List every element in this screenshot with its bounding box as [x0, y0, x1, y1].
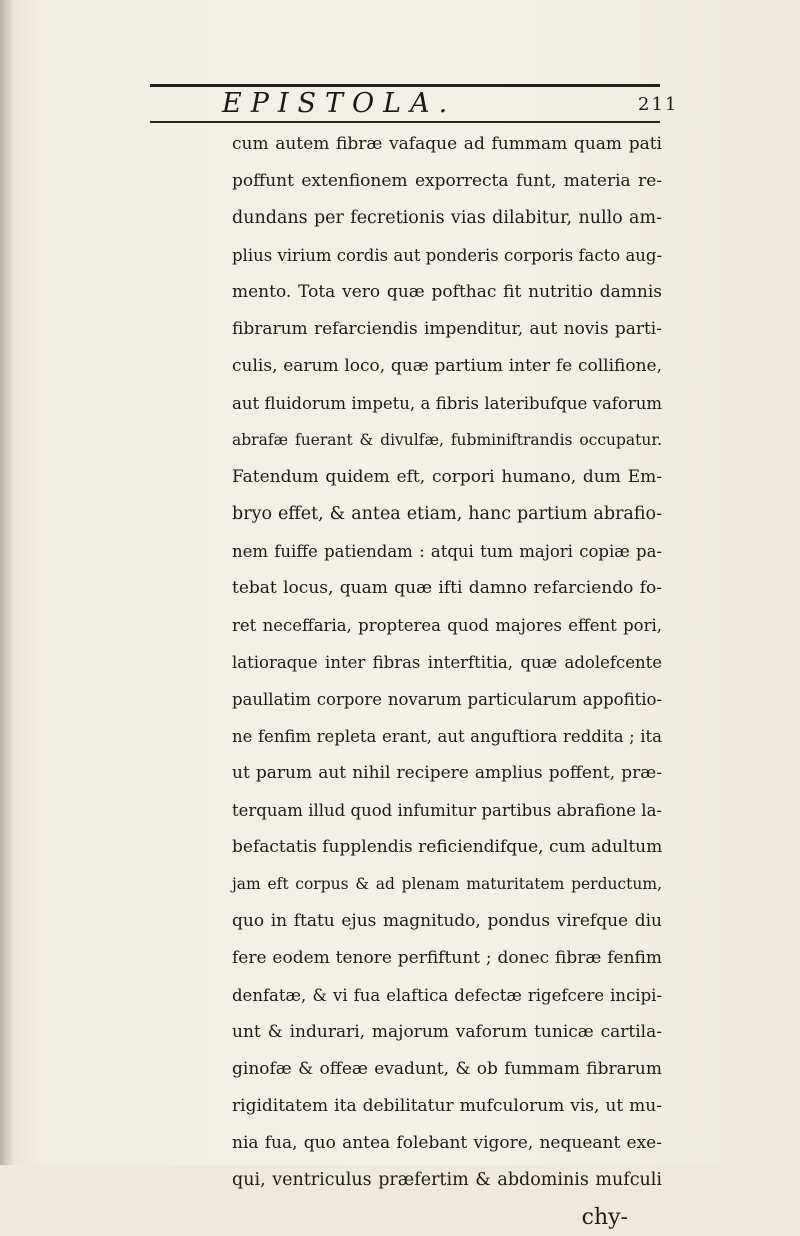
text-line: rigiditatem ita debilitatur mufculorum vis, ut mu- [232, 1096, 662, 1116]
text-line: bryo effet, & antea etiam, hanc partium abrafio- [232, 504, 662, 524]
text-line: dundans per fecretionis vias dilabitur, nullo am- [232, 208, 662, 228]
text-line: Fatendum quidem eft, corpori humano, dum Em- [232, 467, 662, 487]
text-line: aut fluidorum impetu, a fibris lateribufque vaforum [232, 394, 662, 413]
text-line: culis, earum loco, quæ partium inter fe collifione, [232, 356, 662, 376]
text-line: cum autem fibræ vafaque ad fummam quam pati [232, 134, 662, 154]
text-line: nem fuiffe patiendam : atqui tum majori copiæ pa- [232, 542, 662, 561]
text-line: denfatæ, & vi fua elaftica defectæ rigefcere incipi- [232, 986, 662, 1005]
text-line: nia fua, quo antea folebant vigore, nequeant exe- [232, 1133, 662, 1153]
text-line: latioraque inter fibras interftitia, quæ adolefcente [232, 653, 662, 672]
header-rule-top [150, 84, 660, 87]
text-line: ut parum aut nihil recipere amplius poffent, præ- [232, 763, 662, 783]
running-title: EPISTOLA. [222, 88, 457, 119]
text-line: terquam illud quod infumitur partibus abrafione la- [232, 801, 662, 820]
text-line: plius virium cordis aut ponderis corporis facto aug- [232, 246, 663, 265]
text-line: mento. Tota vero quæ pofthac fit nutritio damnis [232, 282, 662, 302]
text-line: paullatim corpore novarum particularum appofitio- [232, 690, 662, 709]
text-line: quo in ftatu ejus magnitudo, pondus virefque diu [232, 911, 662, 931]
text-line: fibrarum refarciendis impenditur, aut novis parti- [232, 319, 662, 339]
text-line: befactatis fupplendis reficiendifque, cum adultum [232, 837, 663, 857]
catchword: chy- [581, 1205, 628, 1230]
text-line: unt & indurari, majorum vaforum tunicæ cartila- [232, 1022, 662, 1042]
text-line: jam eft corpus & ad plenam maturitatem perductum, [232, 875, 662, 893]
body-text [232, 126, 662, 1236]
text-line: tebat locus, quam quæ ifti damno refarciendo fo- [232, 578, 662, 598]
header-rule-bottom [150, 121, 660, 123]
text-line: fere eodem tenore perfiftunt ; donec fibræ fenfim [232, 948, 662, 968]
text-line: poffunt extenfionem exporrecta funt, materia re- [232, 171, 662, 191]
text-line: abrafæ fuerant & divulfæ, fubminiftrandis occupatur. [232, 431, 662, 449]
text-line: qui, ventriculus præfertim & abdominis mufculi [232, 1170, 662, 1190]
page-number: 211 [638, 94, 679, 115]
text-line: ret neceffaria, propterea quod majores effent pori, [232, 616, 662, 635]
text-line: ne fenfim repleta erant, aut anguftiora reddita ; ita [232, 727, 662, 746]
page-gutter-shadow [0, 0, 14, 1165]
text-line: ginofæ & offeæ evadunt, & ob fummam fibrarum [232, 1059, 662, 1079]
